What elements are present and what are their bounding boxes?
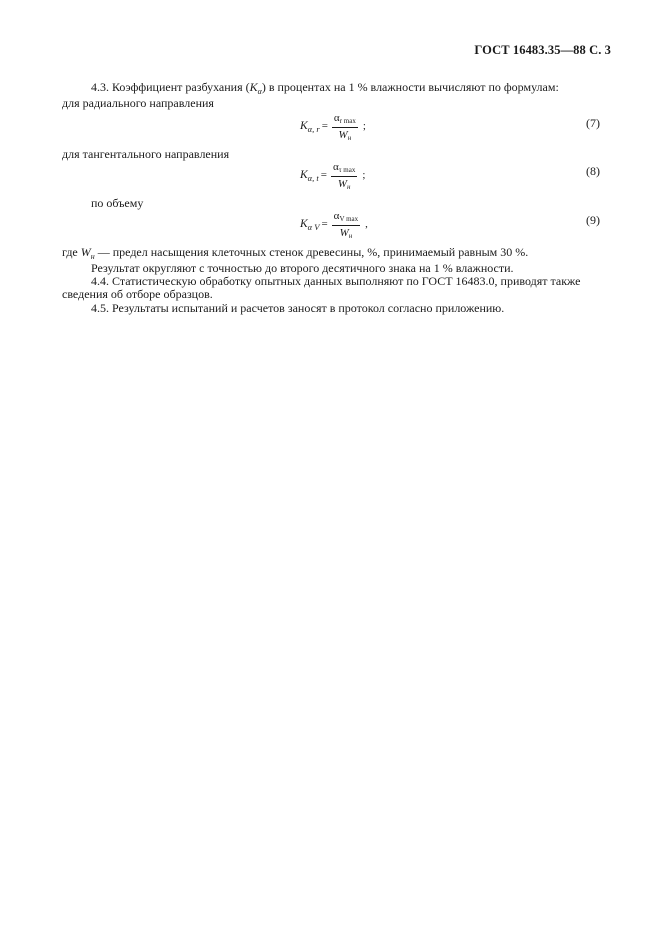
where-definition: где $W_н$ — предел насыщения клеточных стенок древесины, %, принимаемый равным 30 %. (62, 245, 529, 261)
formula-tangential: $K_{\alpha, t}$ = $\frac{\alpha_{\tau max}}{W_н}$ ; (300, 161, 366, 191)
volume-label: по объему (91, 196, 144, 210)
formula-volume: $K_{\alpha V}$ = $\frac{\alpha_{V max}}{W_н}$ , (300, 210, 368, 240)
radial-label: для радиального направления (62, 96, 214, 110)
paragraph-4-4-line2: сведения об отборе образцов. (62, 287, 213, 301)
fraction: $\frac{\alpha_{\tau max}}{W_н}$ (332, 161, 356, 191)
equation-number: (7) (586, 116, 600, 130)
paragraph-4-3: 4.3. Коэффициент разбухания $(K_\alpha)$ в процентах на 1 % влажности вычисляют по формулам: (91, 80, 559, 96)
fraction: $\frac{\alpha_{r max}}{W_н}$ (333, 112, 356, 142)
rounding-text: Результат округляют с точностью до второго десятичного знака на 1 % влажности. (91, 261, 514, 275)
formula-radial: $K_{\alpha, r}$ = $\frac{\alpha_{r max}}{W_н}$ ; (300, 112, 366, 142)
equation-number: (8) (586, 164, 600, 178)
fraction: $\frac{\alpha_{V max}}{W_н}$ (333, 210, 359, 240)
equation-number: (9) (586, 213, 600, 227)
paragraph-4-5: 4.5. Результаты испытаний и расчетов заносят в протокол согласно приложению. (91, 301, 505, 315)
paragraph-4-4-line1: 4.4. Статистическую обработку опытных данных выполняют по ГОСТ 16483.0, приводят также (91, 274, 581, 288)
tangential-label: для тангентального направления (62, 147, 230, 161)
page-header: ГОСТ 16483.35—88 С. 3 (474, 43, 611, 57)
